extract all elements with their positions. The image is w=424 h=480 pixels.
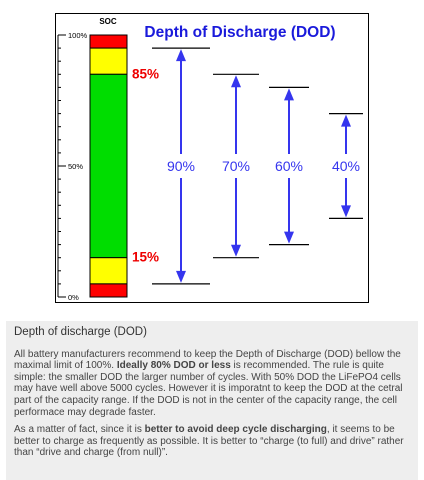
scale-label: 100%	[68, 31, 88, 40]
dod-arrow-label: 70%	[221, 158, 251, 174]
p1-text-c: is recommended. The rule is quite simple: the smaller DOD the larger number of cycles. With 50% DOD the LiFePO4 cells may have well above 5000 cycles. However it is imporatnt to keep the DOD at the cetral part of the capacity range. If the DOD is not in the center of the capacity range, the cell performace may degrade faster.	[14, 360, 403, 418]
description-heading: Depth of discharge (DOD)	[14, 326, 147, 338]
description-paragraph-1	[14, 349, 410, 419]
dod-arrow-head-up	[176, 49, 186, 61]
dod-arrow-head-down	[341, 205, 351, 217]
p1-emphasis: Ideally 80% DOD or less	[116, 360, 231, 372]
dod-diagram-svg	[56, 14, 370, 304]
dod-arrow-label: 90%	[166, 158, 196, 174]
dod-arrow-head-down	[231, 245, 241, 257]
soc-bar-segment	[90, 35, 127, 48]
p2-text-a: As a matter of fact, since it is	[14, 424, 145, 436]
dod-arrow-label: 60%	[274, 158, 304, 174]
description-panel	[6, 321, 418, 480]
dod-arrow-head-up	[284, 88, 294, 100]
description-paragraph-2	[14, 424, 410, 459]
dod-diagram	[55, 13, 369, 303]
soc-label: SOC	[99, 17, 117, 26]
dod-arrow-label: 40%	[331, 158, 361, 174]
threshold-label-lower: 15%	[132, 249, 160, 265]
scale-label: 0%	[68, 293, 79, 302]
dod-arrow-head-up	[341, 115, 351, 127]
diagram-title: Depth of Discharge (DOD)	[144, 24, 336, 41]
soc-bar-segment	[90, 284, 127, 297]
dod-arrow-head-down	[176, 271, 186, 283]
p2-emphasis: better to avoid deep cycle discharging	[144, 424, 327, 436]
soc-bar-segment	[90, 74, 127, 257]
dod-arrow-head-down	[284, 232, 294, 244]
p1-text-a: All battery manufacturers recommend to keep the Depth of Discharge (DOD) bellow the maximal limit of 100%.	[14, 348, 401, 372]
soc-bar-segment	[90, 258, 127, 284]
dod-arrow-head-up	[231, 75, 241, 87]
p2-text-c: , it seems to be better to charge as frequently as possible. It is better to “charge (to full) and drive” rather than “drive and charge (from null)”.	[14, 424, 404, 459]
scale-label: 50%	[68, 162, 84, 171]
threshold-label-upper: 85%	[132, 66, 160, 82]
soc-bar-segment	[90, 48, 127, 74]
